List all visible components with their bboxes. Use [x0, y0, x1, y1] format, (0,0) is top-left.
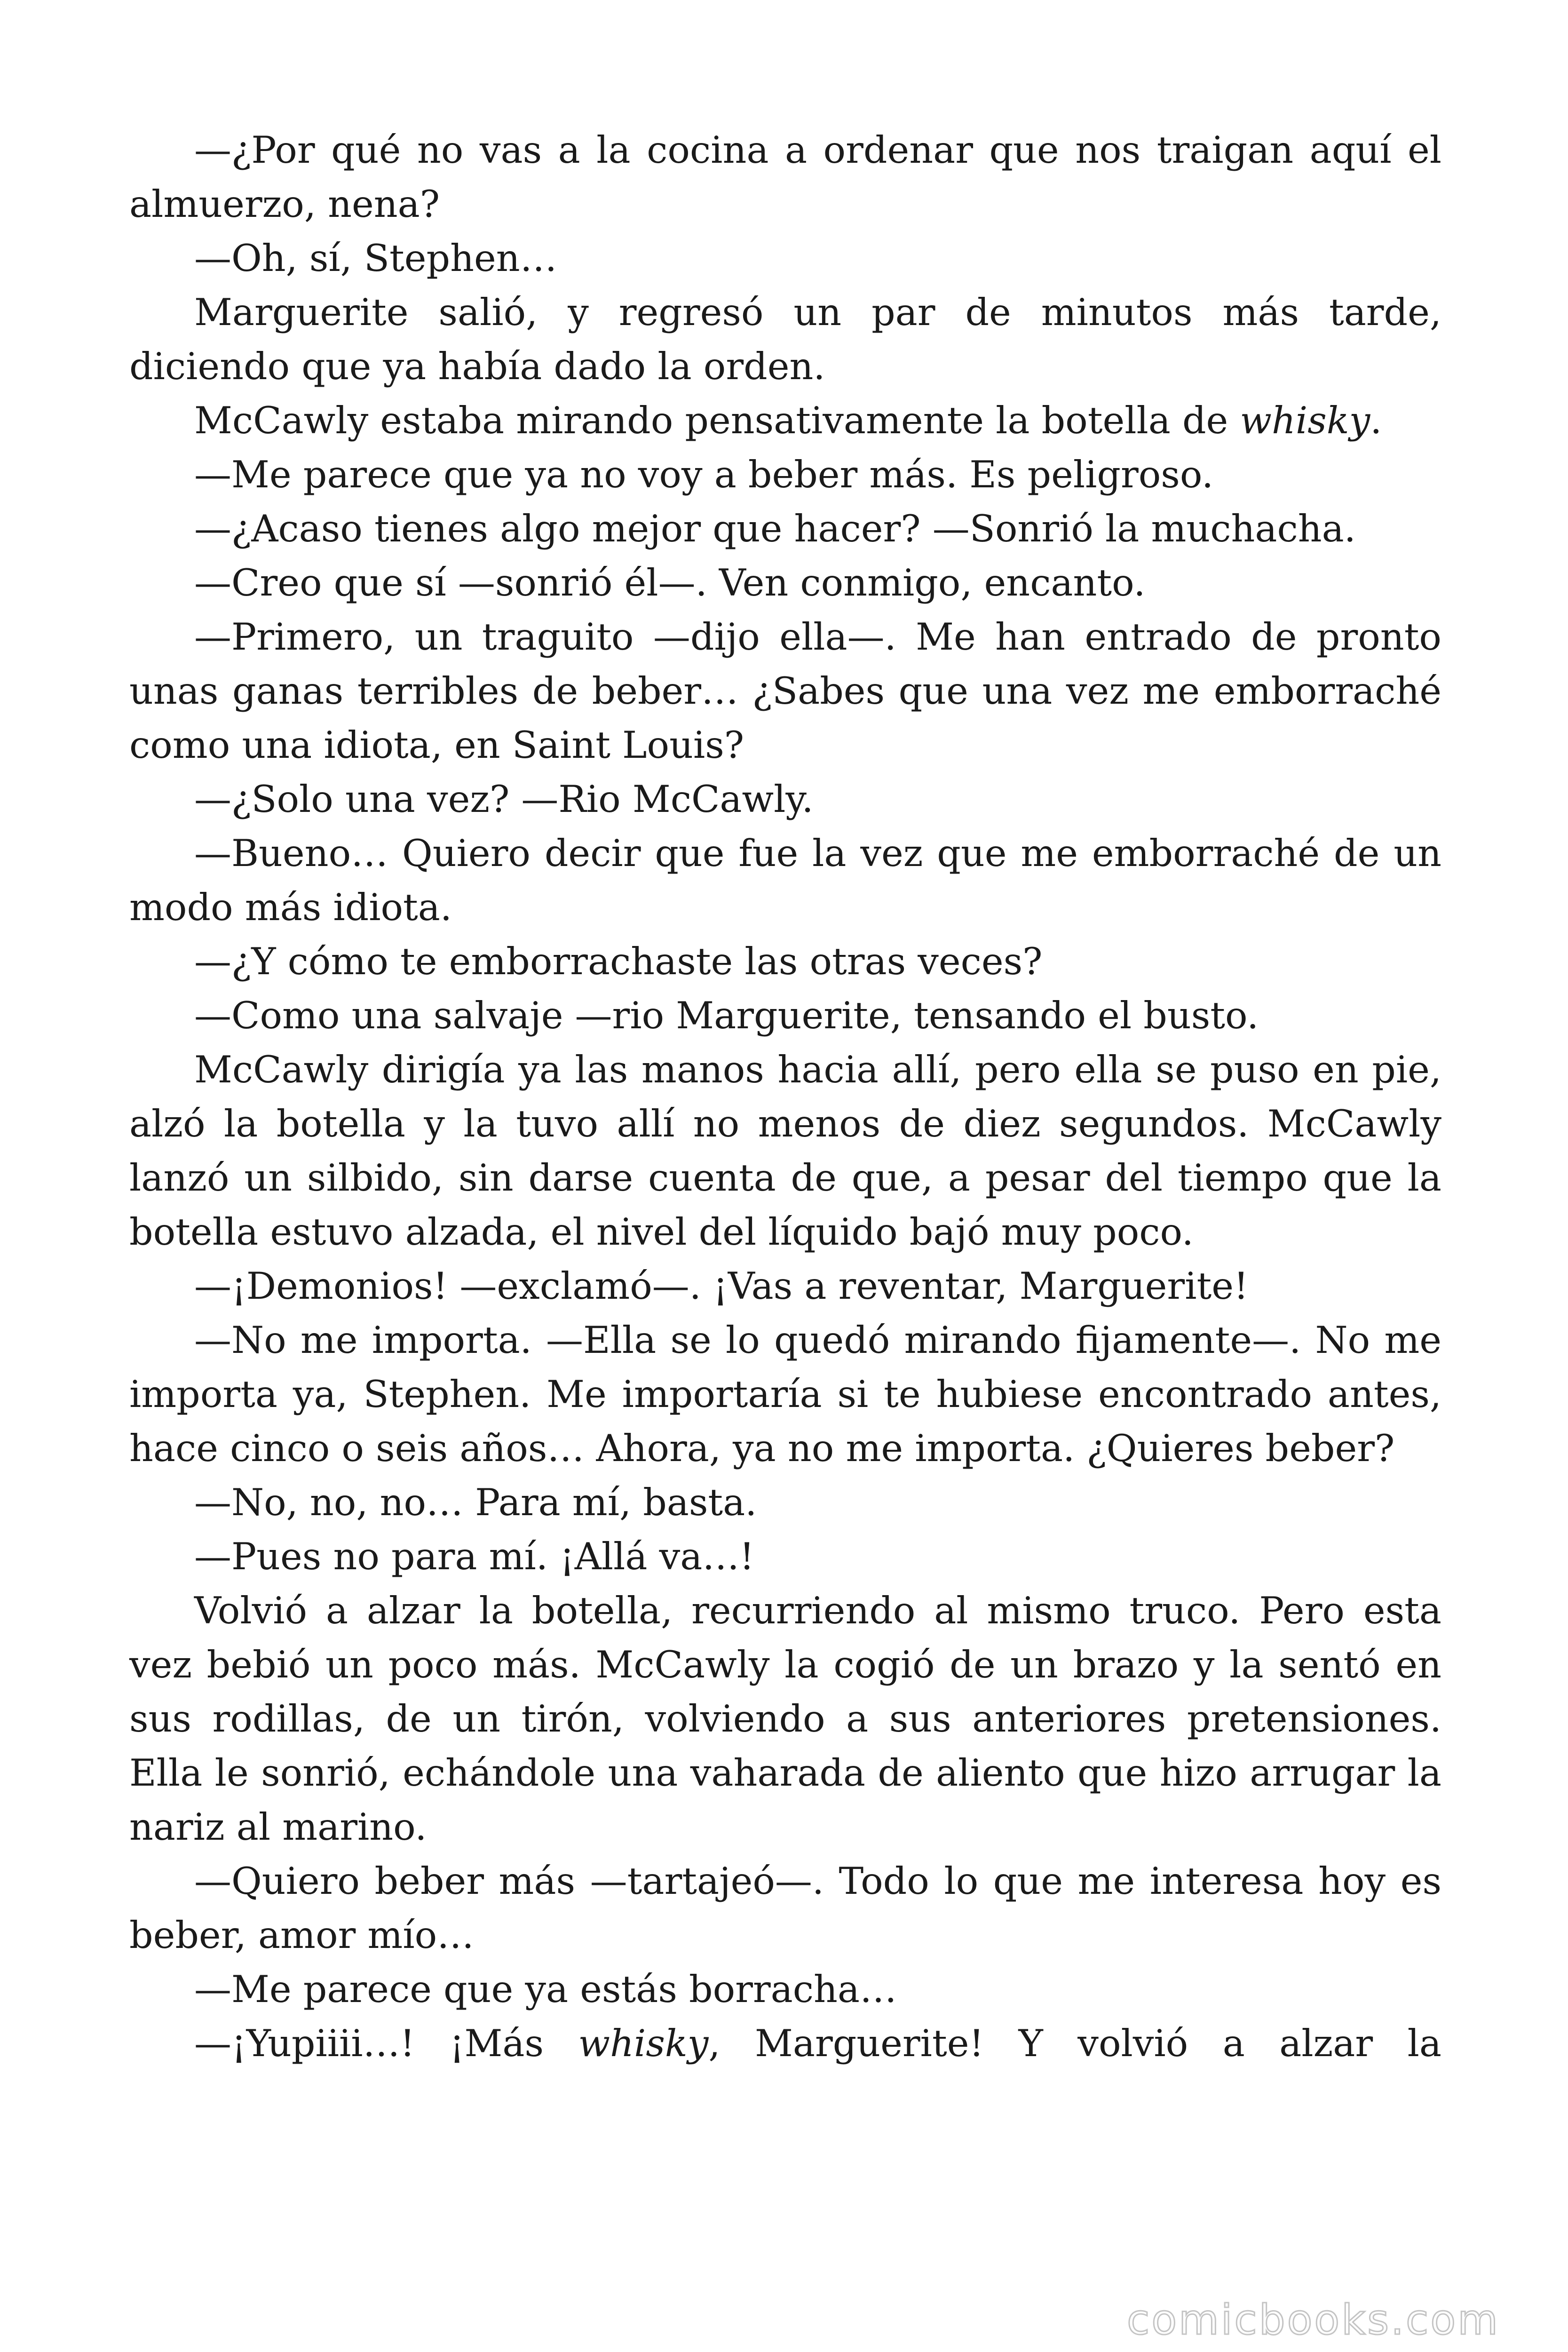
paragraph — [129, 123, 1441, 231]
text-run: —¿Solo una vez? —Rio McCawly. — [194, 778, 814, 821]
paragraph — [129, 448, 1441, 502]
italic-text: whisky — [578, 2022, 709, 2065]
text-run: —Bueno… Quiero decir que fue la vez que me emborraché de un modo más idiota. — [129, 832, 1441, 929]
paragraph — [129, 610, 1441, 772]
text-run: —Me parece que ya estás borracha… — [194, 1968, 897, 2011]
paragraph — [129, 826, 1441, 935]
text-run: —Pues no para mí. ¡Allá va…! — [194, 1535, 755, 1578]
text-run: —No me importa. —Ella se lo quedó mirando fijamente—. No me importa ya, Stephen. Me importaría si te hubiese encontrado antes, hace cinco o seis años… Ahora, ya no me importa. ¿Quieres beber? — [129, 1319, 1441, 1470]
text-run: —No, no, no… Para mí, basta. — [194, 1481, 757, 1524]
paragraph — [129, 286, 1441, 394]
text-run: McCawly dirigía ya las manos hacia allí, pero ella se puso en pie, alzó la botella y la tuvo allí no menos de diez segundos. McCawly lanzó un silbido, sin darse cuenta de que, a pesar del tiempo que la botella estuvo alzada, el nivel del líquido bajó muy poco. — [129, 1048, 1441, 1254]
text-run: —¿Por qué no vas a la cocina a ordenar que nos traigan aquí el almuerzo, nena? — [129, 128, 1441, 226]
text-run: —Oh, sí, Stephen… — [194, 237, 557, 280]
italic-text: whisky — [1240, 399, 1370, 442]
text-run: —Creo que sí —sonrió él—. Ven conmigo, encanto. — [194, 561, 1146, 604]
paragraph — [129, 1259, 1441, 1313]
text-run: —¡Demonios! —exclamó—. ¡Vas a reventar, Marguerite! — [194, 1264, 1249, 1308]
paragraph — [129, 394, 1441, 448]
text-run: Volvió a alzar la botella, recurriendo al mismo truco. Pero esta vez bebió un poco más. McCawly la cogió de un brazo y la sentó en sus rodillas, de un tirón, volviendo a sus anteriores pretensiones. Ella le sonrió, echándole una vaharada de aliento que hizo arrugar la nariz al marino. — [129, 1589, 1441, 1849]
paragraph — [129, 1963, 1441, 2017]
text-run: , Marguerite! Y volvió a alzar la — [708, 2022, 1441, 2065]
paragraph — [129, 1584, 1441, 1854]
text-run: —¿Acaso tienes algo mejor que hacer? —Sonrió la muchacha. — [194, 507, 1356, 550]
text-run: McCawly estaba mirando pensativamente la botella de — [194, 399, 1240, 442]
text-run: —Como una salvaje —rio Marguerite, tensando el busto. — [194, 994, 1259, 1037]
paragraph — [129, 935, 1441, 989]
paragraph — [129, 1854, 1441, 1963]
text-run: . — [1370, 399, 1382, 442]
text-run: —Me parece que ya no voy a beber más. Es peligroso. — [194, 453, 1214, 496]
paragraph — [129, 772, 1441, 826]
text-run: —¿Y cómo te emborrachaste las otras veces? — [194, 940, 1043, 983]
paragraph — [129, 989, 1441, 1043]
paragraph — [129, 502, 1441, 556]
paragraph — [129, 556, 1441, 610]
text-run: Marguerite salió, y regresó un par de minutos más tarde, diciendo que ya había dado la orden. — [129, 291, 1441, 388]
paragraph — [129, 1530, 1441, 1584]
watermark: comicbooks.com — [1126, 2296, 1500, 2344]
text-run: —¡Yupiiii…! ¡Más — [194, 2022, 578, 2065]
text-run: —Quiero beber más —tartajeó—. Todo lo que me interesa hoy es beber, amor mío… — [129, 1859, 1441, 1957]
paragraph — [129, 1476, 1441, 1530]
page-body — [129, 123, 1441, 2071]
paragraph — [129, 1043, 1441, 1259]
paragraph — [129, 2017, 1441, 2071]
paragraph — [129, 231, 1441, 286]
text-run: —Primero, un traguito —dijo ella—. Me han entrado de pronto unas ganas terribles de beber… ¿Sabes que una vez me emborraché como una idiota, en Saint Louis? — [129, 615, 1441, 767]
paragraph — [129, 1313, 1441, 1476]
